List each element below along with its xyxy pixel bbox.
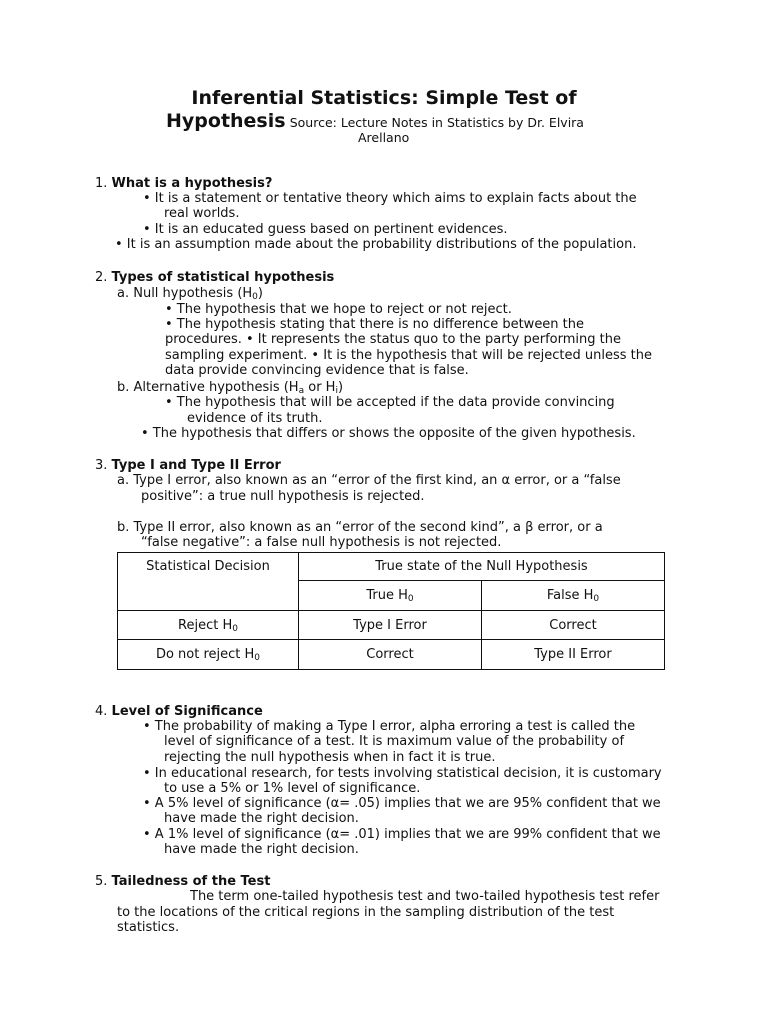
section-number: 5. bbox=[95, 874, 108, 889]
bullet-line: data provide convincing evidence that is false. bbox=[165, 363, 469, 378]
table-cell: Correct bbox=[482, 611, 665, 640]
section-heading: Level of Significance bbox=[111, 704, 263, 719]
page-title: Inferential Statistics: Simple Test of bbox=[191, 87, 577, 109]
bullet-line: have made the right decision. bbox=[164, 842, 359, 857]
section-heading: What is a hypothesis? bbox=[111, 176, 273, 191]
paragraph-line: to the locations of the critical regions in the sampling distribution of the test bbox=[117, 905, 615, 920]
error-type-table bbox=[117, 552, 665, 670]
subsection-null: a. Null hypothesis $(H_0)$ bbox=[117, 286, 263, 302]
section-number: 2. bbox=[95, 270, 108, 285]
table-subheader-false: False $H_0$ bbox=[482, 581, 665, 611]
paragraph-line: statistics. bbox=[117, 920, 180, 935]
subsection-alternative: b. Alternative hypothesis ($H_a$ or $H_i$) bbox=[117, 380, 344, 396]
section-number: 1. bbox=[95, 176, 108, 191]
source-citation: Source: Lecture Notes in Statistics by Dr. Elvira bbox=[289, 115, 584, 130]
bullet-line: real worlds. bbox=[164, 206, 240, 221]
table-header-decision: Statistical Decision bbox=[118, 553, 299, 611]
bullet-line: • The probability of making a Type I error, alpha erroring a test is called the bbox=[143, 719, 636, 734]
bullet-line: • A 5% level of significance (α= .05) implies that we are 95% confident that we bbox=[143, 796, 661, 811]
bullet-line: • The hypothesis that will be accepted if the data provide convincing bbox=[165, 395, 615, 410]
bullet-line: evidence of its truth. bbox=[187, 411, 323, 426]
section-heading: Types of statistical hypothesis bbox=[111, 270, 335, 285]
bullet-line: procedures. • It represents the status quo to the party performing the bbox=[165, 332, 621, 347]
bullet-line: • The hypothesis stating that there is no difference between the bbox=[165, 317, 585, 332]
section-4-heading bbox=[95, 704, 263, 720]
bullet-line: • The hypothesis that we hope to reject or not reject. bbox=[165, 302, 512, 317]
bullet-line: • The hypothesis that differs or shows the opposite of the given hypothesis. bbox=[141, 426, 636, 441]
section-3-heading bbox=[95, 458, 281, 474]
section-5-heading bbox=[95, 874, 270, 890]
section-1-heading bbox=[95, 176, 272, 192]
bullet-line: to use a 5% or 1% level of significance. bbox=[164, 781, 421, 796]
section-2-heading bbox=[95, 270, 334, 286]
table-cell-decision: Do not reject $H_0$ bbox=[118, 640, 299, 670]
paragraph-line: b. Type II error, also known as an “error of the second kind”, a β error, or a bbox=[117, 520, 603, 535]
bullet-line: • It is an assumption made about the probability distributions of the population. bbox=[115, 237, 637, 252]
bullet-line: • It is an educated guess based on pertinent evidences. bbox=[143, 222, 508, 237]
bullet-line: level of significance of a test. It is maximum value of the probability of bbox=[164, 734, 625, 749]
section-heading: Tailedness of the Test bbox=[111, 874, 271, 889]
table-cell: Type II Error bbox=[482, 640, 665, 670]
bullet-line: • In educational research, for tests involving statistical decision, it is customary bbox=[143, 766, 662, 781]
paragraph-line: a. Type I error, also known as an “error of the first kind, an α error, or a “false bbox=[117, 473, 621, 488]
bullet-line: • A 1% level of significance (α= .01) implies that we are 99% confident that we bbox=[143, 827, 661, 842]
section-heading: Type I and Type II Error bbox=[111, 458, 281, 473]
table-cell: Type I Error bbox=[299, 611, 482, 640]
table-row bbox=[118, 640, 665, 670]
bullet-line: sampling experiment. • It is the hypothesis that will be rejected unless the bbox=[165, 348, 652, 363]
source-citation-cont: Arellano bbox=[358, 130, 410, 145]
section-number: 4. bbox=[95, 704, 108, 719]
title-word-hypothesis: Hypothesis bbox=[166, 110, 286, 132]
table-row bbox=[118, 611, 665, 640]
paragraph-line: The term one-tailed hypothesis test and two-tailed hypothesis test refer bbox=[190, 889, 660, 904]
section-number: 3. bbox=[95, 458, 108, 473]
table-cell: Correct bbox=[299, 640, 482, 670]
bullet-line: rejecting the null hypothesis when in fact it is true. bbox=[164, 750, 496, 765]
bullet-line: • It is a statement or tentative theory which aims to explain facts about the bbox=[143, 191, 637, 206]
paragraph-line: “false negative”: a false null hypothesis is not rejected. bbox=[141, 535, 502, 550]
paragraph-line: positive”: a true null hypothesis is rejected. bbox=[141, 489, 425, 504]
bullet-line: have made the right decision. bbox=[164, 811, 359, 826]
table-header-true-state: True state of the Null Hypothesis bbox=[299, 553, 665, 581]
table-cell-decision: Reject $H_0$ bbox=[118, 611, 299, 640]
table-subheader-true: True $H_0$ bbox=[299, 581, 482, 611]
